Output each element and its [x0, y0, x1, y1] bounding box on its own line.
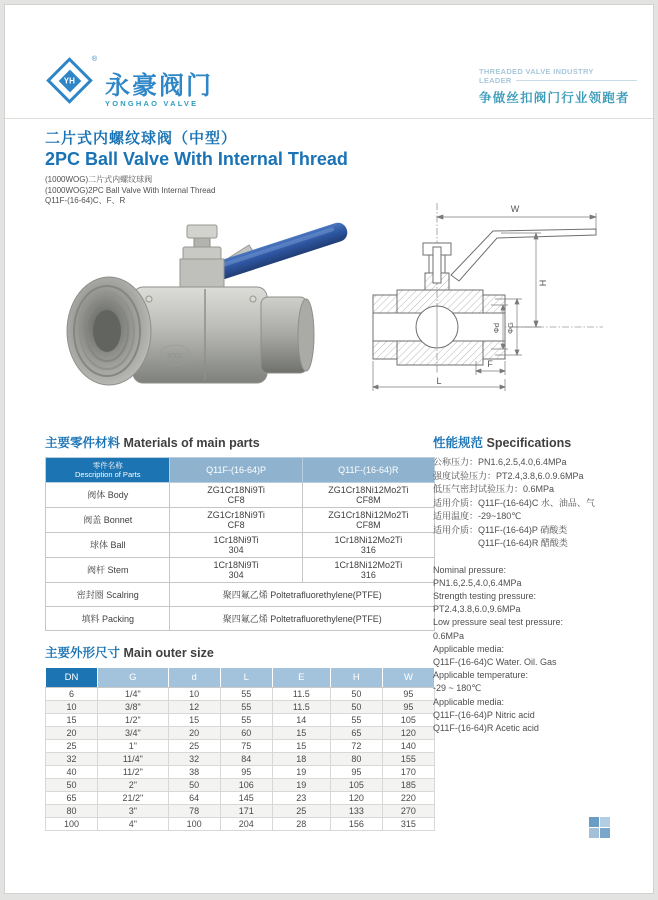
size-cell: 156 [330, 818, 382, 831]
product-photo [53, 195, 365, 401]
materials-header-en: Description of Parts [75, 470, 141, 479]
size-cell: 25 [46, 740, 98, 753]
part-name-cell: 阀体 Body [46, 483, 170, 508]
size-row [46, 818, 435, 831]
size-row [46, 714, 435, 727]
size-table [45, 667, 435, 831]
size-cell: 171 [220, 805, 272, 818]
size-cell: 185 [382, 779, 434, 792]
size-cell: 155 [382, 753, 434, 766]
size-row [46, 688, 435, 701]
registered-trademark-icon: ® [91, 56, 97, 63]
size-cell: 100 [46, 818, 98, 831]
size-header-cell: E [272, 668, 330, 688]
materials-row [46, 483, 435, 508]
header-slogan [479, 67, 637, 106]
size-row [46, 766, 435, 779]
size-cell: 105 [382, 714, 434, 727]
size-cell: 15 [168, 714, 220, 727]
size-header-cell: W [382, 668, 434, 688]
spec-line: -29 ~ 180℃ [433, 683, 482, 694]
size-row [46, 779, 435, 792]
spec-line: Nominal pressure: [433, 564, 507, 575]
materials-row [46, 558, 435, 583]
size-cell: 220 [382, 792, 434, 805]
size-cell: 170 [382, 766, 434, 779]
size-cell: 11.5 [272, 701, 330, 714]
size-cell: 65 [46, 792, 98, 805]
spec-line: 0.6MPa [433, 630, 465, 641]
size-cell: 11.5 [272, 688, 330, 701]
size-title-cn: 主要外形尺寸 [45, 646, 121, 660]
slogan-en-leader: LEADER [479, 76, 512, 85]
size-cell: 84 [220, 753, 272, 766]
size-cell: 21/2" [98, 792, 169, 805]
size-cell: 55 [220, 688, 272, 701]
size-cell: 50 [46, 779, 98, 792]
handle-outline [451, 229, 596, 281]
size-cell: 4" [98, 818, 169, 831]
spec-line: 适用介质：Q11F-(16-64)C 水、油品、气 [433, 497, 595, 508]
materials-title-cn: 主要零件材料 [45, 436, 121, 450]
spec-line: Applicable temperature: [433, 670, 529, 681]
logo-monogram-text: YH [64, 76, 76, 86]
spec-line: Applicable media: [433, 696, 505, 707]
part-name-cell: 阀杆 Stem [46, 558, 170, 583]
size-cell: 95 [330, 766, 382, 779]
materials-header-p: Q11F-(16-64)P [170, 458, 302, 483]
materials-title-en: Materials of main parts [123, 436, 260, 450]
spec-line: Low pressure seal test pressure: [433, 617, 564, 628]
dim-label-w: W [510, 204, 520, 214]
size-cell: 32 [46, 753, 98, 766]
dim-label-d: Φd [492, 322, 501, 334]
stem [433, 247, 441, 283]
spec-line: Q11F-(16-64)P Nitric acid [433, 709, 535, 720]
valve-neck [180, 259, 224, 291]
size-cell: 19 [272, 779, 330, 792]
size-row [46, 740, 435, 753]
size-title-en: Main outer size [123, 646, 214, 660]
spec-line: PN1.6,2.5,4.0,6.4MPa [433, 577, 522, 588]
size-cell: 50 [168, 779, 220, 792]
slogan-cn: 争做丝扣阀门行业领跑者 [479, 91, 630, 105]
body-lug [250, 296, 256, 302]
size-cell: 10 [168, 688, 220, 701]
specifications-cn-block [433, 456, 654, 551]
product-title-cn: 二片式内螺纹球阀（中型） [45, 130, 238, 147]
part-name-cell: 填料 Packing [46, 607, 170, 631]
size-row [46, 753, 435, 766]
materials-header-cn: 零件名称 [92, 461, 123, 470]
spec-line: PT2.4,3.8,6.0,9.6MPa [433, 604, 521, 615]
deco-square [600, 817, 610, 827]
materials-header-r: Q11F-(16-64)R [302, 458, 434, 483]
product-subtitle-line1: (1000WOG)二片式内螺纹球阀 [45, 175, 153, 184]
left-column [45, 433, 435, 831]
size-cell: 270 [382, 805, 434, 818]
size-cell: 18 [272, 753, 330, 766]
size-cell: 20 [46, 727, 98, 740]
size-cell: 3/8" [98, 701, 169, 714]
size-cell: 95 [382, 688, 434, 701]
spec-line: Q11F-(16-64)R 醋酸类 [433, 538, 568, 548]
spec-line: 低压气密封试验压力：0.6MPa [433, 484, 555, 494]
part-name-cell: 密封圈 Scalring [46, 583, 170, 607]
size-cell: 15 [272, 740, 330, 753]
size-cell: 25 [272, 805, 330, 818]
spec-line: 适用温度：-29~180℃ [433, 511, 522, 521]
size-cell: 145 [220, 792, 272, 805]
size-cell: 315 [382, 818, 434, 831]
brand-name-en: YONGHAO VALVE [105, 99, 199, 108]
size-cell: 2" [98, 779, 169, 792]
material-cell: ZG1Cr18Ni12Mo2Ti CF8M [302, 508, 434, 533]
deco-square [600, 828, 610, 838]
size-cell: 1/2" [98, 714, 169, 727]
size-cell: 106 [220, 779, 272, 792]
size-cell: 40 [46, 766, 98, 779]
material-cell: 1Cr18Ni12Mo2Ti 316 [302, 533, 434, 558]
material-cell: 聚四氟乙烯 Poltetrafluorethylene(PTFE) [170, 583, 435, 607]
spec-line: 公称压力：PN1.6,2.5,4.0,6.4MPa [433, 457, 567, 467]
dim-label-g: ΦG [506, 322, 515, 334]
size-cell: 11/4" [98, 753, 169, 766]
product-subtitle-line3: Q11F-(16-64)C、F、R [45, 196, 126, 205]
catalog-page [4, 4, 654, 894]
materials-section-title [45, 433, 435, 451]
size-cell: 95 [220, 766, 272, 779]
specifications-en-block [433, 564, 654, 736]
product-title-en: 2PC Ball Valve With Internal Thread [45, 149, 348, 169]
size-cell: 15 [272, 727, 330, 740]
material-cell: ZG1Cr18Ni9Ti CF8 [170, 508, 302, 533]
spec-line: Applicable media: [433, 643, 505, 654]
body-stamp-text: 1000 [167, 353, 183, 360]
size-cell: 38 [168, 766, 220, 779]
spec-line: 适用介质：Q11F-(16-64)P 硝酸类 [433, 524, 568, 535]
material-cell: 聚四氟乙烯 Poltetrafluorethylene(PTFE) [170, 607, 435, 631]
size-cell: 32 [168, 753, 220, 766]
size-cell: 10 [46, 701, 98, 714]
materials-row [46, 508, 435, 533]
brand-logo [43, 54, 213, 110]
body-lug [146, 296, 152, 302]
size-cell: 50 [330, 701, 382, 714]
specifications-section [433, 433, 654, 735]
size-cell: 80 [330, 753, 382, 766]
size-cell: 80 [46, 805, 98, 818]
size-cell: 72 [330, 740, 382, 753]
brand-name-cn: 永豪阀门 [105, 72, 214, 100]
port-bore [93, 310, 121, 352]
deco-squares-icon [589, 817, 610, 838]
materials-table [45, 457, 435, 631]
size-cell: 133 [330, 805, 382, 818]
material-cell: 1Cr18Ni9Ti 304 [170, 533, 302, 558]
material-cell: 1Cr18Ni9Ti 304 [170, 558, 302, 583]
size-cell: 140 [382, 740, 434, 753]
materials-row [46, 533, 435, 558]
size-header-cell: H [330, 668, 382, 688]
size-cell: 55 [220, 714, 272, 727]
deco-square [589, 817, 599, 827]
specifications-title [433, 433, 654, 451]
size-cell: 25 [168, 740, 220, 753]
slogan-en-line1: THREADED VALVE INDUSTRY [479, 67, 594, 76]
valve-section-outline [373, 203, 603, 373]
logo-diamond-icon [43, 54, 99, 110]
size-cell: 12 [168, 701, 220, 714]
size-cell: 11/2" [98, 766, 169, 779]
size-header-cell: DN [46, 668, 98, 688]
size-cell: 55 [330, 714, 382, 727]
size-cell: 1" [98, 740, 169, 753]
size-cell: 60 [220, 727, 272, 740]
size-cell: 3" [98, 805, 169, 818]
specifications-title-cn: 性能规范 [433, 436, 484, 450]
size-row [46, 792, 435, 805]
size-cell: 1/4" [98, 688, 169, 701]
technical-drawing [363, 195, 654, 401]
dim-label-f: F [487, 359, 493, 369]
material-cell: ZG1Cr18Ni9Ti CF8 [170, 483, 302, 508]
page-header [5, 5, 653, 119]
size-header-cell: L [220, 668, 272, 688]
material-cell: ZG1Cr18Ni12Mo2Ti CF8M [302, 483, 434, 508]
product-subtitle-line2: (1000WOG)2PC Ball Valve With Internal Thread [45, 185, 216, 195]
size-header-row [46, 668, 435, 688]
size-cell: 100 [168, 818, 220, 831]
materials-row [46, 583, 435, 607]
size-cell: 15 [46, 714, 98, 727]
size-cell: 55 [220, 701, 272, 714]
materials-row [46, 607, 435, 631]
size-cell: 64 [168, 792, 220, 805]
size-row [46, 701, 435, 714]
size-cell: 204 [220, 818, 272, 831]
size-cell: 95 [382, 701, 434, 714]
spec-line: Q11F-(16-64)C Water. Oil. Gas [433, 656, 557, 667]
part-name-cell: 球体 Ball [46, 533, 170, 558]
slogan-en-line2 [479, 76, 637, 85]
part-name-cell: 阀盖 Bonnet [46, 508, 170, 533]
size-section-title [45, 643, 435, 661]
brand-text [105, 73, 213, 110]
size-cell: 6 [46, 688, 98, 701]
deco-square [589, 828, 599, 838]
dim-label-h: H [538, 279, 548, 287]
size-cell: 105 [330, 779, 382, 792]
specifications-title-en: Specifications [486, 436, 572, 450]
valve-body [133, 287, 267, 383]
size-cell: 14 [272, 714, 330, 727]
size-cell: 120 [382, 727, 434, 740]
size-cell: 75 [220, 740, 272, 753]
size-cell: 65 [330, 727, 382, 740]
size-cell: 78 [168, 805, 220, 818]
size-row [46, 805, 435, 818]
dim-label-l: L [436, 376, 442, 386]
size-cell: 50 [330, 688, 382, 701]
materials-header-row [46, 458, 435, 483]
size-cell: 20 [168, 727, 220, 740]
size-header-cell: d [168, 668, 220, 688]
spec-line: Q11F-(16-64)R Acetic acid [433, 722, 539, 733]
spec-line: Strength testing pressure: [433, 590, 537, 601]
material-cell: 1Cr18Ni12Mo2Ti 316 [302, 558, 434, 583]
size-cell: 19 [272, 766, 330, 779]
size-cell: 23 [272, 792, 330, 805]
slogan-divider-line [516, 80, 637, 81]
stem-top-nut [187, 225, 217, 238]
size-header-cell: G [98, 668, 169, 688]
spec-line: 强度试验压力：PT2.4,3.8,6.0.9.6MPa [433, 470, 584, 481]
size-cell: 3/4" [98, 727, 169, 740]
size-cell: 28 [272, 818, 330, 831]
materials-header-description [46, 458, 170, 483]
size-row [46, 727, 435, 740]
size-cell: 120 [330, 792, 382, 805]
right-port-face [298, 299, 314, 371]
